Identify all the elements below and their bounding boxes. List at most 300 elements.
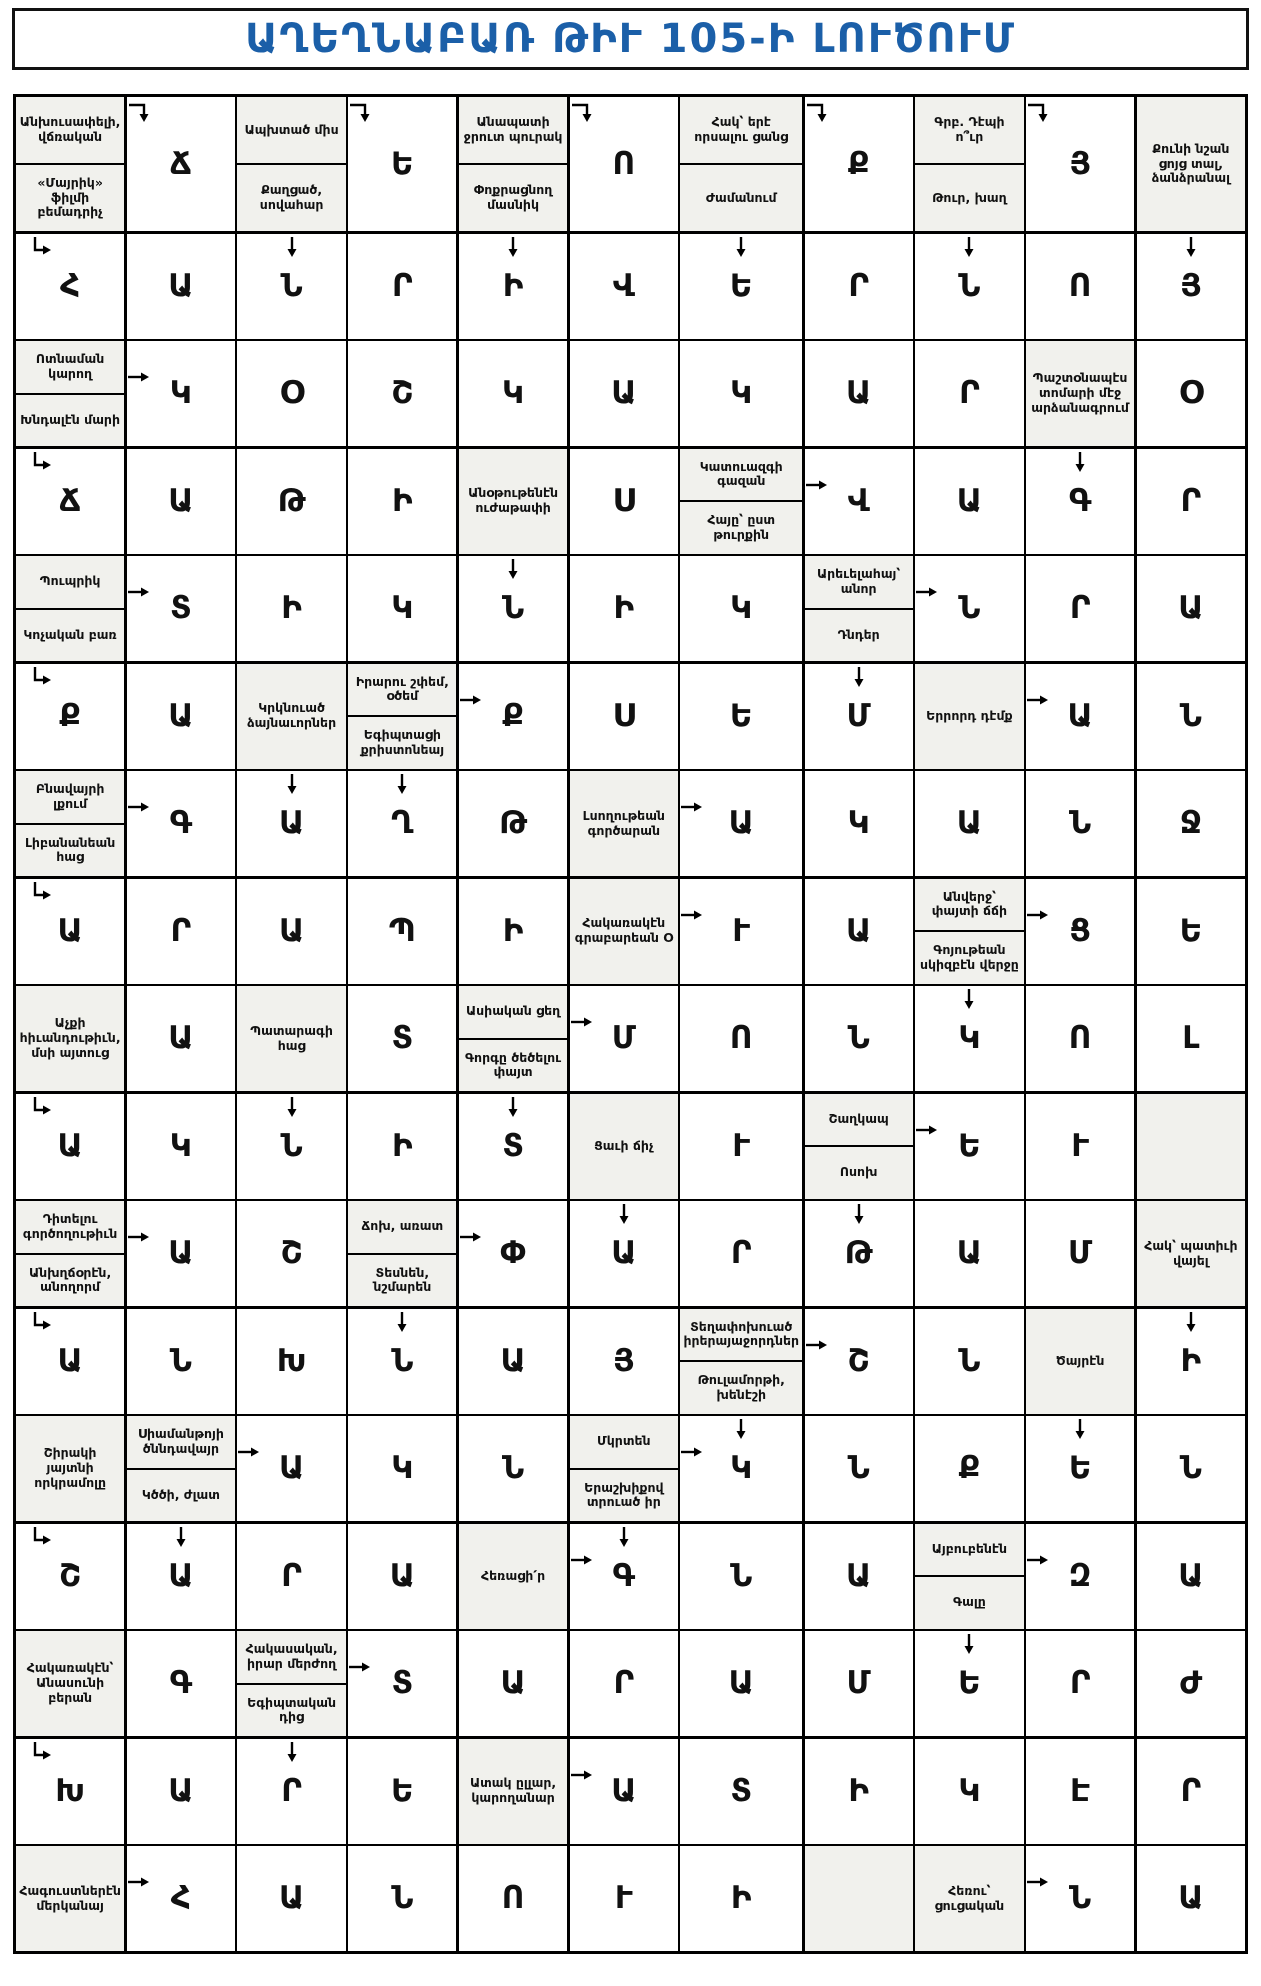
- letter-cell-r6c8: [805, 664, 913, 769]
- title-box: [12, 8, 1249, 70]
- letter-cell-r15c9: [915, 1631, 1023, 1736]
- clue-text: Եգիպտական դից: [237, 1683, 345, 1737]
- right-arrow-icon: [460, 694, 483, 706]
- answer-letter: Գ: [169, 1665, 193, 1701]
- letter-cell-r2c7: [680, 234, 802, 339]
- letter-cell-r2c2: [127, 234, 235, 339]
- answer-letter: Տ: [730, 1772, 752, 1809]
- answer-letter: Ե: [729, 267, 753, 304]
- clue-text: Երաշխիքով տրուած իր: [570, 1468, 678, 1522]
- letter-cell-r6c11: [1137, 664, 1245, 769]
- right-arrow-icon: [571, 1554, 594, 1566]
- clue-text: Պատարագի հաց: [250, 1022, 333, 1053]
- letter-cell-r3c8: [805, 341, 913, 446]
- letter-cell-r3c5: [459, 341, 567, 446]
- answer-letter: Ս: [612, 697, 636, 734]
- letter-cell-r14c10: [1026, 1524, 1134, 1629]
- answer-letter: Ա: [728, 1665, 754, 1701]
- letter-cell-r16c10: [1026, 1739, 1134, 1844]
- answer-letter: Ի: [392, 1127, 413, 1164]
- clue-cell-r9c3: [237, 986, 345, 1091]
- clue-cell-r15c1: [16, 1631, 124, 1736]
- right-arrow-icon: [128, 801, 151, 813]
- answer-letter: Տ: [391, 1665, 414, 1701]
- answer-letter: Ք: [958, 1450, 981, 1486]
- answer-letter: Մ: [611, 1020, 636, 1056]
- clue-text: Պուպրիկ: [39, 573, 101, 589]
- right-arrow-icon: [1027, 1554, 1050, 1566]
- answer-letter: Ր: [170, 912, 192, 949]
- answer-letter: Կ: [502, 375, 525, 411]
- clue-text: Դնդեր: [805, 608, 913, 662]
- letter-cell-r5c9: [915, 556, 1023, 661]
- answer-letter: Ա: [846, 1557, 872, 1594]
- letter-cell-r11c6: [570, 1201, 678, 1306]
- clue-text: Հակ՝ պատիւի վայել: [1144, 1237, 1238, 1268]
- clue-text: Հեռացի՛ր: [480, 1567, 546, 1583]
- right-arrow-icon: [128, 1876, 151, 1888]
- answer-letter: Ա: [278, 912, 305, 949]
- letter-cell-r13c7: [680, 1416, 802, 1521]
- clue-text: Եգիպտացի քրիստոնեայ: [348, 715, 456, 769]
- clue-text: Թուր, խաղ: [915, 163, 1023, 231]
- letter-cell-r6c5: [459, 664, 567, 769]
- down-arrow-icon: [286, 774, 298, 795]
- down-arrow-icon: [1074, 1419, 1086, 1440]
- letter-cell-r2c5: [459, 234, 567, 339]
- down-arrow-icon: [618, 1204, 630, 1225]
- clue-cell-r13c1: [16, 1416, 124, 1521]
- answer-letter: Ն: [280, 267, 303, 304]
- clue-text: Հագուստներէն մերկանայ: [19, 1882, 121, 1913]
- clue-text: Իրարու շփեմ, օծեմ: [355, 673, 449, 704]
- elbow-right-arrow-icon: [30, 667, 55, 690]
- answer-letter: Ր: [730, 1235, 752, 1271]
- answer-letter: Ա: [1178, 590, 1204, 626]
- letter-cell-r3c11: [1137, 341, 1245, 446]
- answer-letter: Ա: [1178, 1557, 1204, 1594]
- letter-cell-r4c6: [570, 449, 678, 554]
- answer-letter: Ր: [848, 267, 869, 304]
- letter-cell-r1c2: [127, 97, 235, 231]
- letter-cell-r2c1: [16, 234, 124, 339]
- answer-letter: Ւ: [732, 912, 751, 949]
- clue-text: Ատակ ըլլար, կարողանար: [469, 1775, 557, 1805]
- answer-letter: Մ: [846, 1665, 871, 1701]
- answer-letter: Ն: [847, 1450, 870, 1486]
- letter-cell-r8c4: [348, 879, 456, 984]
- answer-letter: Ա: [611, 1235, 637, 1271]
- elbow-right-arrow-icon: [30, 1527, 55, 1550]
- answer-letter: Շ: [280, 1235, 303, 1271]
- clue-text: Ասիական ցեղ: [465, 1003, 561, 1019]
- letter-cell-r5c4: [348, 556, 456, 661]
- answer-letter: Ա: [168, 1020, 194, 1056]
- letter-cell-r16c9: [915, 1739, 1023, 1844]
- letter-cell-r6c6: [570, 664, 678, 769]
- answer-letter: Կ: [730, 590, 753, 626]
- clue-cell-r13c6: [570, 1416, 678, 1521]
- letter-cell-r14c11: [1137, 1524, 1245, 1629]
- clue-cell-r7c1: [16, 771, 124, 876]
- answer-letter: Ե: [958, 1665, 981, 1701]
- answer-letter: Ր: [1180, 482, 1202, 519]
- clue-cell-r3c10: [1026, 341, 1134, 446]
- answer-letter: Ա: [168, 1557, 194, 1594]
- letter-cell-r13c10: [1026, 1416, 1134, 1521]
- answer-letter: Ն: [391, 1342, 414, 1379]
- clue-text: Անխղճօրէն, անողորմ: [16, 1253, 124, 1307]
- right-arrow-icon: [916, 1124, 939, 1136]
- letter-cell-r15c5: [459, 1631, 567, 1736]
- letter-cell-r15c4: [348, 1631, 456, 1736]
- letter-cell-r12c6: [570, 1309, 678, 1414]
- clue-cell-r6c4: [348, 664, 456, 769]
- answer-letter: Ա: [846, 912, 872, 949]
- clue-cell-r5c8: [805, 556, 913, 661]
- letter-cell-r6c1: [16, 664, 124, 769]
- elbow-right-arrow-icon: [30, 882, 55, 905]
- answer-letter: Վ: [612, 267, 635, 304]
- clue-cell-r3c1: [16, 341, 124, 446]
- letter-cell-r5c2: [127, 556, 235, 661]
- elbow-right-arrow-icon: [30, 1097, 55, 1120]
- clue-text: Դիտելու գործողութիւն: [22, 1211, 118, 1241]
- down-arrow-icon: [507, 237, 519, 258]
- elbow-down-arrow-icon: [129, 101, 153, 124]
- answer-letter: Ա: [278, 805, 305, 841]
- clue-text: Երրորդ դէմք: [926, 707, 1013, 723]
- letter-cell-r9c2: [127, 986, 235, 1091]
- clue-text: Լիբանանեան հաց: [16, 823, 124, 877]
- down-arrow-icon: [853, 1204, 865, 1225]
- clue-text: Կծծի, ժլատ: [127, 1468, 235, 1522]
- clue-text: Շիրակի յայտնի որկրամոլը: [34, 1445, 107, 1490]
- clue-text: Գալը: [915, 1575, 1023, 1629]
- elbow-down-arrow-icon: [1028, 101, 1052, 124]
- answer-letter: Ա: [57, 1127, 83, 1164]
- answer-letter: Ա: [500, 1342, 526, 1379]
- answer-letter: Ա: [1178, 1880, 1204, 1916]
- answer-letter: Ա: [278, 1450, 305, 1486]
- letter-cell-r11c8: [805, 1201, 913, 1306]
- letter-cell-r17c3: [237, 1846, 345, 1951]
- clue-text: Անվերջ՝ փայտի ճճի: [931, 888, 1008, 919]
- elbow-right-arrow-icon: [30, 237, 55, 260]
- answer-letter: Ա: [1067, 697, 1093, 734]
- clue-text: Անօթութենէն ուժաթափի: [468, 485, 559, 515]
- letter-cell-r8c2: [127, 879, 235, 984]
- letter-cell-r7c11: [1137, 771, 1245, 876]
- answer-letter: Կ: [958, 1772, 981, 1809]
- answer-letter: Ե: [391, 145, 414, 182]
- answer-letter: Ց: [1069, 912, 1091, 949]
- clue-cell-r14c5: [459, 1524, 567, 1629]
- clue-text: Տեղափոխուած իրերայաջորդներ: [683, 1318, 800, 1349]
- clue-text: Անապատի ջրուտ պուրակ: [463, 114, 563, 144]
- clue-text: Ցաւի ճիչ: [594, 1137, 654, 1153]
- empty-cell-r10c11: [1137, 1094, 1245, 1199]
- answer-letter: Ն: [501, 590, 525, 626]
- answer-letter: Շ: [59, 1557, 82, 1594]
- answer-letter: Ն: [730, 1557, 753, 1594]
- clue-cell-r1c9: [915, 97, 1023, 231]
- elbow-right-arrow-icon: [30, 452, 55, 475]
- letter-cell-r17c5: [459, 1846, 567, 1951]
- letter-cell-r10c9: [915, 1094, 1023, 1199]
- answer-letter: Ի: [613, 590, 635, 626]
- answer-letter: Լ: [1182, 1020, 1200, 1056]
- letter-cell-r14c8: [805, 1524, 913, 1629]
- answer-letter: Ք: [847, 145, 870, 182]
- down-arrow-icon: [853, 667, 865, 688]
- elbow-down-arrow-icon: [350, 101, 374, 124]
- answer-letter: Ի: [502, 912, 524, 949]
- answer-letter: Խ: [276, 1342, 307, 1379]
- letter-cell-r5c10: [1026, 556, 1134, 661]
- clue-text: Այբուբենէն: [931, 1540, 1007, 1556]
- letter-cell-r4c11: [1137, 449, 1245, 554]
- letter-cell-r7c3: [237, 771, 345, 876]
- answer-letter: Ե: [391, 1772, 414, 1809]
- letter-cell-r12c5: [459, 1309, 567, 1414]
- clue-text: Գրբ. Դէպի ո՞ւր: [934, 114, 1005, 144]
- letter-cell-r13c11: [1137, 1416, 1245, 1521]
- clue-cell-r17c1: [16, 1846, 124, 1951]
- letter-cell-r13c5: [459, 1416, 567, 1521]
- answer-letter: Ի: [1180, 1342, 1202, 1379]
- clue-text: Աչքի հիւանդութիւն, մսի այտուց: [19, 1015, 121, 1060]
- answer-letter: Ճ: [59, 482, 82, 519]
- letter-cell-r3c3: [237, 341, 345, 446]
- letter-cell-r7c10: [1026, 771, 1134, 876]
- clue-cell-r12c7: [680, 1309, 802, 1414]
- answer-letter: Թ: [277, 482, 306, 519]
- answer-letter: Ն: [501, 1450, 525, 1486]
- answer-letter: Ջ: [1179, 805, 1202, 841]
- clue-text: Արեւելահայ՝ անոր: [816, 566, 901, 596]
- empty-cell-r17c8: [805, 1846, 913, 1951]
- answer-letter: Ք: [59, 697, 81, 734]
- letter-cell-r7c9: [915, 771, 1023, 876]
- answer-letter: Ր: [1069, 590, 1091, 626]
- clue-cell-r10c6: [570, 1094, 678, 1199]
- answer-letter: Ժ: [1179, 1665, 1203, 1701]
- right-arrow-icon: [681, 909, 704, 921]
- answer-letter: Ն: [1179, 1450, 1202, 1486]
- letter-cell-r8c3: [237, 879, 345, 984]
- elbow-right-arrow-icon: [30, 1312, 55, 1335]
- letter-cell-r15c7: [680, 1631, 802, 1736]
- letter-cell-r15c6: [570, 1631, 678, 1736]
- letter-cell-r13c8: [805, 1416, 913, 1521]
- answer-letter: Փ: [500, 1235, 526, 1271]
- clue-cell-r4c7: [680, 449, 802, 554]
- answer-letter: Կ: [169, 375, 192, 411]
- letter-cell-r15c8: [805, 1631, 913, 1736]
- answer-letter: Ա: [956, 1235, 982, 1271]
- clue-cell-r13c2: [127, 1416, 235, 1521]
- answer-letter: Ր: [1180, 1772, 1202, 1809]
- letter-cell-r8c8: [805, 879, 913, 984]
- answer-letter: Ա: [611, 375, 637, 411]
- letter-cell-r8c10: [1026, 879, 1134, 984]
- letter-cell-r2c3: [237, 234, 345, 339]
- answer-letter: Ա: [389, 1557, 415, 1594]
- letter-cell-r3c6: [570, 341, 678, 446]
- clue-cell-r16c5: [459, 1739, 567, 1844]
- letter-cell-r16c2: [127, 1739, 235, 1844]
- answer-letter: Շ: [847, 1342, 870, 1379]
- clue-cell-r9c5: [459, 986, 567, 1091]
- answer-letter: Շ: [391, 375, 414, 411]
- clue-text: Ոտնաման կարող: [35, 351, 105, 381]
- clue-text: Հակասական, իրար մերժող: [245, 1641, 338, 1671]
- clue-cell-r10c8: [805, 1094, 913, 1199]
- letter-cell-r13c9: [915, 1416, 1023, 1521]
- answer-letter: Ի: [392, 482, 413, 519]
- clue-text: Քաղցած, սովահար: [237, 163, 345, 231]
- down-arrow-icon: [507, 559, 519, 580]
- clue-text: Ծայրէն: [1055, 1352, 1105, 1368]
- clue-cell-r1c5: [459, 97, 567, 231]
- letter-cell-r12c1: [16, 1309, 124, 1414]
- letter-cell-r14c7: [680, 1524, 802, 1629]
- answer-letter: Մ: [1068, 1235, 1093, 1271]
- letter-cell-r15c11: [1137, 1631, 1245, 1736]
- letter-cell-r10c1: [16, 1094, 124, 1199]
- letter-cell-r2c11: [1137, 234, 1245, 339]
- letter-cell-r11c9: [915, 1201, 1023, 1306]
- letter-cell-r2c8: [805, 234, 913, 339]
- letter-cell-r4c4: [348, 449, 456, 554]
- clue-text: Փոքրացնող մասնիկ: [459, 163, 567, 231]
- answer-letter: Ր: [959, 375, 980, 411]
- answer-letter: Ք: [502, 697, 524, 734]
- letter-cell-r16c8: [805, 1739, 913, 1844]
- answer-letter: Ա: [956, 482, 982, 519]
- clue-text: Քունի նշան ցոյց տալ, ձանձրանալ: [1151, 140, 1230, 186]
- letter-cell-r12c9: [915, 1309, 1023, 1414]
- answer-letter: Կ: [730, 1450, 753, 1486]
- down-arrow-icon: [963, 989, 975, 1010]
- answer-letter: Ր: [392, 267, 413, 304]
- letter-cell-r10c10: [1026, 1094, 1134, 1199]
- answer-letter: Ա: [846, 375, 872, 411]
- clue-cell-r1c1: [16, 97, 124, 231]
- letter-cell-r11c10: [1026, 1201, 1134, 1306]
- letter-cell-r17c7: [680, 1846, 802, 1951]
- down-arrow-icon: [735, 237, 747, 258]
- clue-text: Պաշտօնապէս տոմարի մէջ արձանագրում: [1031, 370, 1129, 415]
- answer-letter: Խ: [55, 1772, 86, 1809]
- answer-letter: Հ: [60, 267, 81, 304]
- letter-cell-r9c9: [915, 986, 1023, 1091]
- clue-text: Անխուսափելի, վճռական: [19, 114, 121, 144]
- clue-text: Հեռու՝ ցուցական: [934, 1882, 1005, 1913]
- answer-letter: Է: [1070, 1772, 1091, 1809]
- letter-cell-r7c7: [680, 771, 802, 876]
- right-arrow-icon: [349, 1661, 372, 1673]
- clue-cell-r7c6: [570, 771, 678, 876]
- answer-letter: Ա: [168, 1235, 194, 1271]
- clue-text: Կրկնուած ձայնաւորներ: [247, 700, 337, 730]
- clue-cell-r1c3: [237, 97, 345, 231]
- answer-letter: Օ: [279, 375, 304, 411]
- letter-cell-r5c7: [680, 556, 802, 661]
- letter-cell-r16c6: [570, 1739, 678, 1844]
- letter-cell-r4c1: [16, 449, 124, 554]
- answer-letter: Թ: [499, 805, 528, 841]
- down-arrow-icon: [963, 1634, 975, 1655]
- right-arrow-icon: [681, 801, 704, 813]
- answer-letter: Ն: [169, 1342, 192, 1379]
- right-arrow-icon: [571, 1016, 594, 1028]
- letter-cell-r2c10: [1026, 234, 1134, 339]
- letter-cell-r4c10: [1026, 449, 1134, 554]
- letter-cell-r13c4: [348, 1416, 456, 1521]
- letter-cell-r10c2: [127, 1094, 235, 1199]
- letter-cell-r9c7: [680, 986, 802, 1091]
- clue-text: Հակ՝ երէ որսալու ցանց: [694, 114, 789, 144]
- answer-letter: Պ: [388, 912, 416, 949]
- answer-letter: Ա: [168, 1772, 194, 1809]
- answer-letter: Ս: [612, 482, 636, 519]
- letter-cell-r11c3: [237, 1201, 345, 1306]
- clue-cell-r17c9: [915, 1846, 1023, 1951]
- clue-cell-r6c9: [915, 664, 1023, 769]
- letter-cell-r5c5: [459, 556, 567, 661]
- right-arrow-icon: [806, 1339, 829, 1351]
- answer-letter: Կ: [169, 1127, 192, 1164]
- clue-text: Ապխտած միս: [244, 121, 339, 137]
- clue-text: Կատուազգի գազան: [699, 458, 783, 489]
- answer-letter: Ի: [281, 590, 302, 626]
- answer-letter: Ա: [168, 267, 194, 304]
- letter-cell-r5c6: [570, 556, 678, 661]
- answer-letter: Ե: [1179, 912, 1203, 949]
- letter-cell-r16c1: [16, 1739, 124, 1844]
- answer-letter: Ն: [958, 590, 981, 626]
- answer-letter: Ա: [500, 1665, 526, 1701]
- answer-letter: Ն: [958, 1342, 981, 1379]
- letter-cell-r16c4: [348, 1739, 456, 1844]
- right-arrow-icon: [238, 1446, 261, 1458]
- answer-letter: Ր: [613, 1665, 635, 1701]
- clue-cell-r14c9: [915, 1524, 1023, 1629]
- answer-letter: Գ: [1068, 482, 1092, 519]
- answer-letter: Տ: [391, 1020, 414, 1056]
- letter-cell-r14c6: [570, 1524, 678, 1629]
- down-arrow-icon: [1074, 452, 1086, 473]
- answer-letter: Կ: [391, 590, 414, 626]
- down-arrow-icon: [396, 1312, 408, 1333]
- page-title: ԱՂԵՂՆԱԲԱՌ ԹԻՒ 105-Ի ԼՈՒԾՈՒՄ: [245, 16, 1016, 62]
- clue-text: Լսողութեան գործարան: [582, 807, 665, 838]
- right-arrow-icon: [128, 1231, 151, 1243]
- letter-cell-r6c2: [127, 664, 235, 769]
- letter-cell-r7c8: [805, 771, 913, 876]
- clue-cell-r11c4: [348, 1201, 456, 1306]
- answer-letter: Ն: [391, 1880, 414, 1916]
- answer-letter: Ո: [729, 1020, 753, 1056]
- letter-cell-r12c11: [1137, 1309, 1245, 1414]
- clue-cell-r11c1: [16, 1201, 124, 1306]
- letter-cell-r4c3: [237, 449, 345, 554]
- letter-cell-r7c4: [348, 771, 456, 876]
- down-arrow-icon: [286, 237, 298, 258]
- answer-letter: Թ: [844, 1235, 873, 1271]
